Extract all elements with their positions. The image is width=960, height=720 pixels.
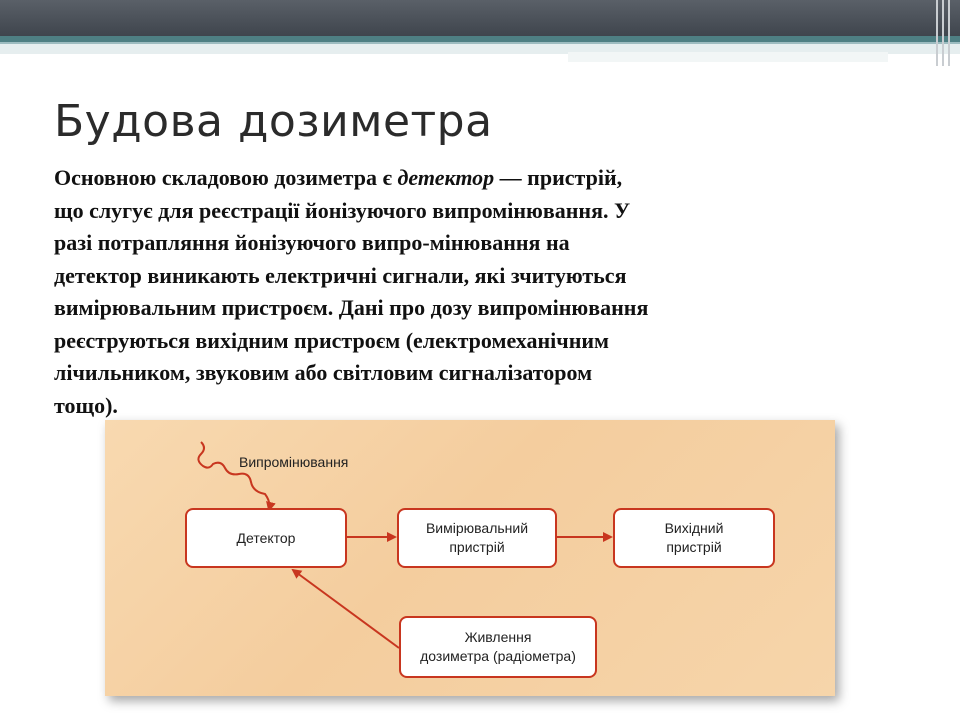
output-device-box: Вихідний пристрій (613, 508, 775, 568)
corner-decoration (934, 0, 954, 66)
radiation-wave-arrow (198, 442, 269, 510)
header-bar (0, 0, 960, 36)
arrow-power-to-detector (293, 570, 399, 648)
body-text-rest: — пристрій, що слугує для реєстрації йонізуючого випромінювання. У разі потрапляння йонізуючого випро-мінювання на детектор виникають електричні сигнали, які зчитуються вимірювальним пристроєм. Дані про дозу випромінювання реєструються вихідним пристроєм (електромеханічним лічильником, звуковим або світловим сигналізатором тощо). (54, 165, 649, 418)
header-highlight (568, 52, 888, 62)
dosimeter-diagram (105, 420, 835, 696)
slide-title: Будова дозиметра (54, 96, 493, 147)
body-text-intro: Основною складовою дозиметра є (54, 165, 398, 190)
detector-box: Детектор (185, 508, 347, 568)
measuring-device-box: Вимірювальний пристрій (397, 508, 557, 568)
slide-body-text (54, 162, 834, 422)
body-text-emphasis: детектор (397, 165, 495, 190)
power-supply-box: Живлення дозиметра (радіометра) (399, 616, 597, 678)
radiation-label: Випромінювання (239, 454, 349, 470)
